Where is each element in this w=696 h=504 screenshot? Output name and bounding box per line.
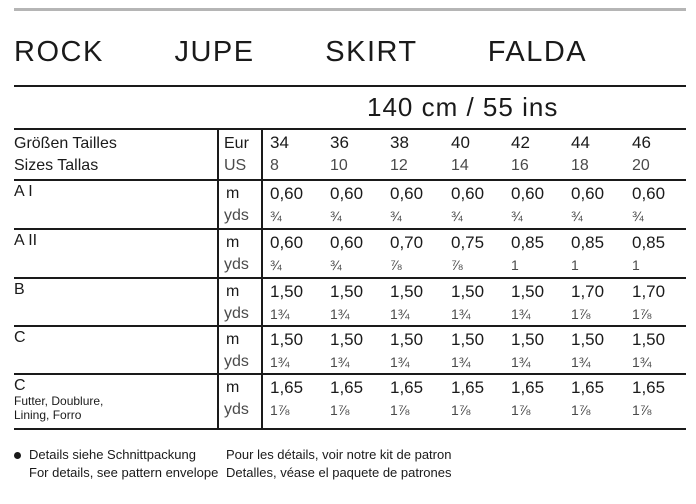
- header-label-line1: Größen Tailles: [14, 135, 117, 152]
- cell-yards: 1⅞: [330, 402, 350, 418]
- cell-yards: 1⅞: [451, 402, 471, 418]
- bullet-icon: [14, 452, 21, 459]
- cell-meters: 0,70: [390, 233, 424, 252]
- cell-yards: ⅞: [390, 257, 402, 273]
- cell-meters: 1,50: [390, 282, 424, 301]
- row-divider: [14, 325, 686, 327]
- cell-meters: 1,50: [330, 330, 364, 349]
- cell-meters: 0,85: [632, 233, 666, 252]
- size-us-1: 10: [330, 157, 348, 174]
- cell-meters: 0,60: [330, 233, 364, 252]
- cell-yards: 1⅞: [632, 402, 652, 418]
- cell-meters: 1,50: [270, 282, 304, 301]
- cell-meters: 1,50: [270, 330, 304, 349]
- cell-yards: 1¾: [451, 354, 471, 370]
- cell-yards: 1⅞: [632, 306, 652, 322]
- cell-yards: 1: [571, 257, 579, 273]
- cell-yards: 1¾: [511, 354, 531, 370]
- row-divider: [14, 228, 686, 230]
- row-divider: [14, 179, 686, 181]
- cell-meters: 1,50: [330, 282, 364, 301]
- footnote-de: Details siehe Schnittpackung: [29, 447, 196, 462]
- title-rule: [14, 85, 686, 87]
- table-top-rule: [14, 128, 686, 130]
- cell-yards: 1: [511, 257, 519, 273]
- unit-m: m: [226, 379, 240, 396]
- fabric-width-label: 140 cm / 55 ins: [367, 92, 559, 122]
- unit-m: m: [226, 185, 240, 202]
- cell-meters: 0,60: [451, 184, 485, 203]
- cell-yards: 1⅞: [511, 402, 531, 418]
- cell-meters: 1,65: [511, 378, 545, 397]
- cell-yards: 1¾: [270, 354, 290, 370]
- cell-meters: 0,60: [571, 184, 605, 203]
- cell-yards: 1: [632, 257, 640, 273]
- size-eur-6: 46: [632, 133, 651, 152]
- unit-column-divider: [261, 129, 263, 429]
- cell-meters: 0,85: [511, 233, 545, 252]
- cell-yards: 1¾: [390, 306, 410, 322]
- cell-meters: 1,50: [511, 282, 545, 301]
- cell-meters: 1,65: [270, 378, 304, 397]
- size-eur-3: 40: [451, 133, 470, 152]
- cell-meters: 1,50: [571, 330, 605, 349]
- unit-yds: yds: [224, 401, 249, 418]
- cell-meters: 1,50: [451, 330, 485, 349]
- cell-meters: 0,60: [632, 184, 666, 203]
- unit-yds: yds: [224, 207, 249, 224]
- row-label: C: [14, 329, 26, 346]
- footnote-es: Detalles, véase el paquete de patrones: [226, 465, 452, 480]
- header-unit-us: US: [224, 157, 247, 174]
- cell-yards: ¾: [270, 208, 282, 224]
- row-divider: [14, 373, 686, 375]
- cell-meters: 1,70: [571, 282, 605, 301]
- size-us-5: 18: [571, 157, 589, 174]
- size-us-4: 16: [511, 157, 529, 174]
- cell-yards: ¾: [330, 208, 342, 224]
- cell-meters: 0,60: [511, 184, 545, 203]
- header-unit-eur: Eur: [224, 135, 249, 152]
- unit-m: m: [226, 331, 240, 348]
- cell-meters: 1,65: [451, 378, 485, 397]
- size-eur-2: 38: [390, 133, 409, 152]
- size-us-0: 8: [270, 157, 279, 174]
- unit-m: m: [226, 283, 240, 300]
- footnote-fr: Pour les détails, voir notre kit de patron: [226, 447, 452, 462]
- size-eur-4: 42: [511, 133, 530, 152]
- row-label: B: [14, 281, 25, 298]
- cell-meters: 1,65: [330, 378, 364, 397]
- row-sublabel: Futter, Doublure, Lining, Forro: [14, 394, 104, 422]
- size-eur-0: 34: [270, 133, 289, 152]
- cell-yards: 1¾: [390, 354, 410, 370]
- row-label: A I: [14, 183, 33, 200]
- cell-meters: 0,60: [270, 233, 304, 252]
- unit-yds: yds: [224, 256, 249, 273]
- page-title: ROCK JUPE SKIRT FALDA: [14, 36, 588, 68]
- table-bottom-rule: [14, 428, 686, 430]
- cell-meters: 0,60: [330, 184, 364, 203]
- row-label: A II: [14, 232, 38, 249]
- cell-meters: 1,50: [511, 330, 545, 349]
- cell-meters: 0,85: [571, 233, 605, 252]
- size-us-6: 20: [632, 157, 650, 174]
- top-gray-rule: [14, 8, 686, 11]
- size-us-3: 14: [451, 157, 469, 174]
- cell-yards: 1¾: [330, 354, 350, 370]
- cell-yards: ¾: [330, 257, 342, 273]
- cell-meters: 1,50: [390, 330, 424, 349]
- cell-yards: ¾: [270, 257, 282, 273]
- unit-yds: yds: [224, 353, 249, 370]
- cell-meters: 0,75: [451, 233, 485, 252]
- cell-yards: 1¾: [451, 306, 471, 322]
- cell-yards: 1¾: [632, 354, 652, 370]
- cell-yards: ⅞: [451, 257, 463, 273]
- cell-meters: 1,70: [632, 282, 666, 301]
- unit-yds: yds: [224, 305, 249, 322]
- cell-meters: 1,65: [632, 378, 666, 397]
- size-us-2: 12: [390, 157, 408, 174]
- cell-meters: 1,50: [451, 282, 485, 301]
- cell-yards: 1⅞: [390, 402, 410, 418]
- cell-yards: 1¾: [270, 306, 290, 322]
- row-label: C: [14, 377, 26, 394]
- cell-meters: 1,50: [632, 330, 666, 349]
- row-divider: [14, 277, 686, 279]
- cell-yards: ¾: [390, 208, 402, 224]
- unit-m: m: [226, 234, 240, 251]
- header-label-line2: Sizes Tallas: [14, 157, 99, 174]
- cell-meters: 1,65: [571, 378, 605, 397]
- cell-yards: ¾: [511, 208, 523, 224]
- cell-yards: 1⅞: [571, 402, 591, 418]
- label-column-divider: [217, 129, 219, 429]
- cell-yards: 1¾: [330, 306, 350, 322]
- cell-yards: 1⅞: [270, 402, 290, 418]
- cell-yards: 1¾: [571, 354, 591, 370]
- cell-yards: ¾: [571, 208, 583, 224]
- size-eur-5: 44: [571, 133, 590, 152]
- cell-yards: 1¾: [511, 306, 531, 322]
- cell-meters: 0,60: [390, 184, 424, 203]
- footnote-en: For details, see pattern envelope: [29, 465, 219, 480]
- cell-yards: 1⅞: [571, 306, 591, 322]
- cell-meters: 1,65: [390, 378, 424, 397]
- cell-yards: ¾: [451, 208, 463, 224]
- cell-meters: 0,60: [270, 184, 304, 203]
- size-eur-1: 36: [330, 133, 349, 152]
- cell-yards: ¾: [632, 208, 644, 224]
